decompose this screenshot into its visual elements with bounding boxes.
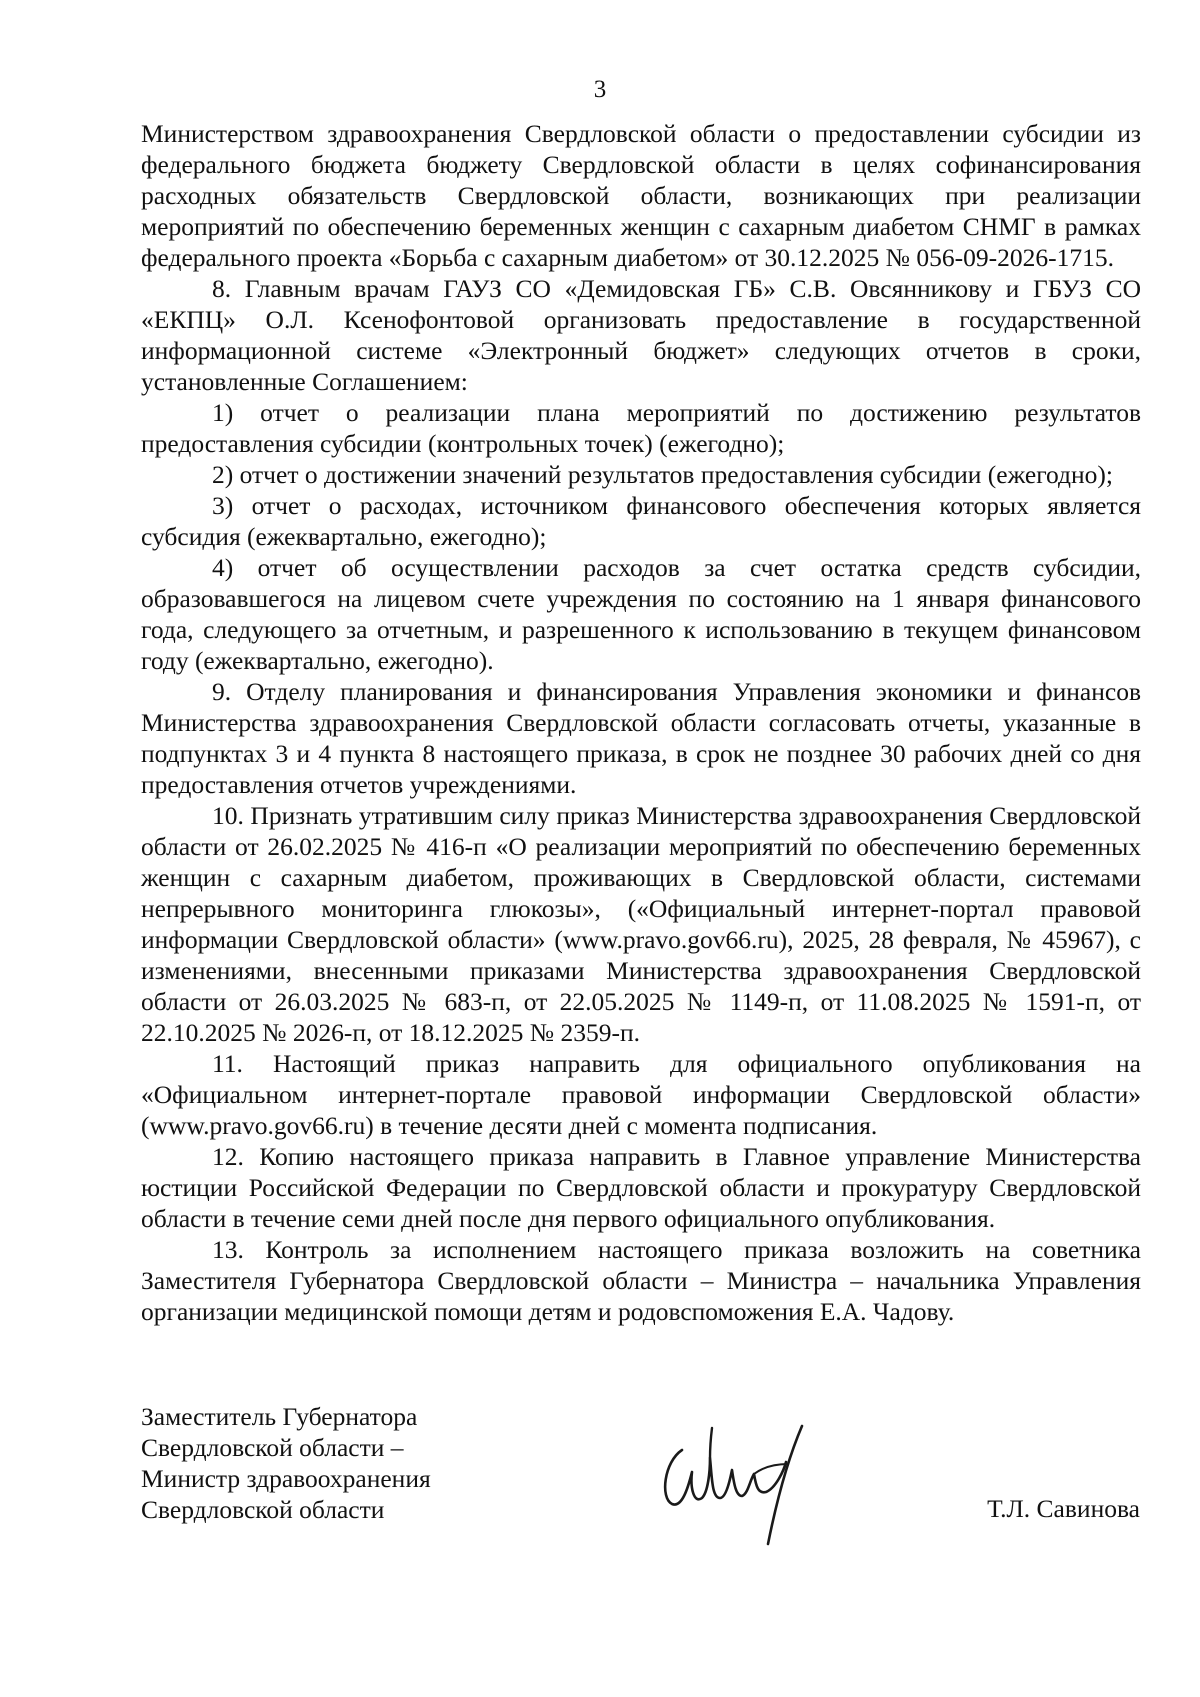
document-body [141, 118, 1141, 1327]
paragraph-8: 8. Главным врачам ГАУЗ СО «Демидовская ГБ» С.В. Овсянникову и ГБУЗ СО «ЕКПЦ» О.Л. Ксенофонтовой организовать предоставление в государственной информационной системе «Электронный бюджет» следующих отчетов в сроки, установленные Соглашением: [141, 274, 1141, 396]
signer-position [141, 1401, 431, 1525]
handwritten-signature [650, 1414, 820, 1554]
paragraph-10: 10. Признать утратившим силу приказ Министерства здравоохранения Свердловской области от 26.02.2025 № 416-п «О реализации мероприятий по обеспечению беременных женщин с сахарным диабетом, проживающих в Свердловской области, системами непрерывного мониторинга глюкозы», («Официальный интернет-портал правовой информации Свердловской области» (www.pravo.gov66.ru), 2025, 28 февраля, № 45967), с изменениями, внесенными приказами Министерства здравоохранения Свердловской области от 26.03.2025 № 683-п, от 22.05.2025 № 1149-п, от 11.08.2025 № 1591-п, от 22.10.2025 № 2026-п, от 18.12.2025 № 2359-п. [141, 801, 1141, 1047]
signer-name: Т.Л. Савинова [987, 1494, 1140, 1523]
page-number: 3 [593, 76, 607, 103]
paragraph-7-continuation: Министерством здравоохранения Свердловской области о предоставлении субсидии из федерального бюджета бюджету Свердловской области в целях софинансирования расходных обязательств Свердловской области, возникающих при реализации мероприятий по обеспечению беременных женщин с сахарным диабетом СНМГ в рамках федерального проекта «Борьба с сахарным диабетом» от 30.12.2025 № 056-09-2026-1715. [141, 119, 1141, 272]
paragraph-12: 12. Копию настоящего приказа направить в Главное управление Министерства юстиции Российской Федерации по Свердловской области и прокуратуру Свердловской области в течение семи дней после дня первого официального опубликования. [141, 1142, 1141, 1233]
signer-position-line: Заместитель Губернатора [141, 1402, 418, 1431]
paragraph-9: 9. Отделу планирования и финансирования Управления экономики и финансов Министерства здравоохранения Свердловской области согласовать отчеты, указанные в подпунктах 3 и 4 пункта 8 настоящего приказа, в срок не позднее 30 рабочих дней со дня предоставления отчетов учреждениями. [141, 677, 1141, 799]
paragraph-11: 11. Настоящий приказ направить для официального опубликования на «Официальном интернет-портале правовой информации Свердловской области» (www.pravo.gov66.ru) в течение десяти дней с момента подписания. [141, 1049, 1141, 1140]
signer-position-line: Свердловской области [141, 1495, 385, 1524]
subitem-8-2: 2) отчет о достижении значений результатов предоставления субсидии (ежегодно); [212, 460, 1113, 489]
signer-position-line: Свердловской области – [141, 1433, 404, 1462]
signer-position-line: Министр здравоохранения [141, 1464, 431, 1493]
paragraph-13: 13. Контроль за исполнением настоящего приказа возложить на советника Заместителя Губернатора Свердловской области – Министра – начальника Управления организации медицинской помощи детям и родовспоможения Е.А. Чадову. [141, 1235, 1141, 1326]
subitem-8-1: 1) отчет о реализации плана мероприятий по достижению результатов предоставления субсидии (контрольных точек) (ежегодно); [141, 398, 1141, 458]
subitem-8-3: 3) отчет о расходах, источником финансового обеспечения которых является субсидия (ежеквартально, ежегодно); [141, 491, 1141, 551]
subitem-8-4: 4) отчет об осуществлении расходов за счет остатка средств субсидии, образовавшегося на лицевом счете учреждения по состоянию на 1 января финансового года, следующего за отчетным, и разрешенного к использованию в текущем финансовом году (ежеквартально, ежегодно). [141, 553, 1141, 675]
